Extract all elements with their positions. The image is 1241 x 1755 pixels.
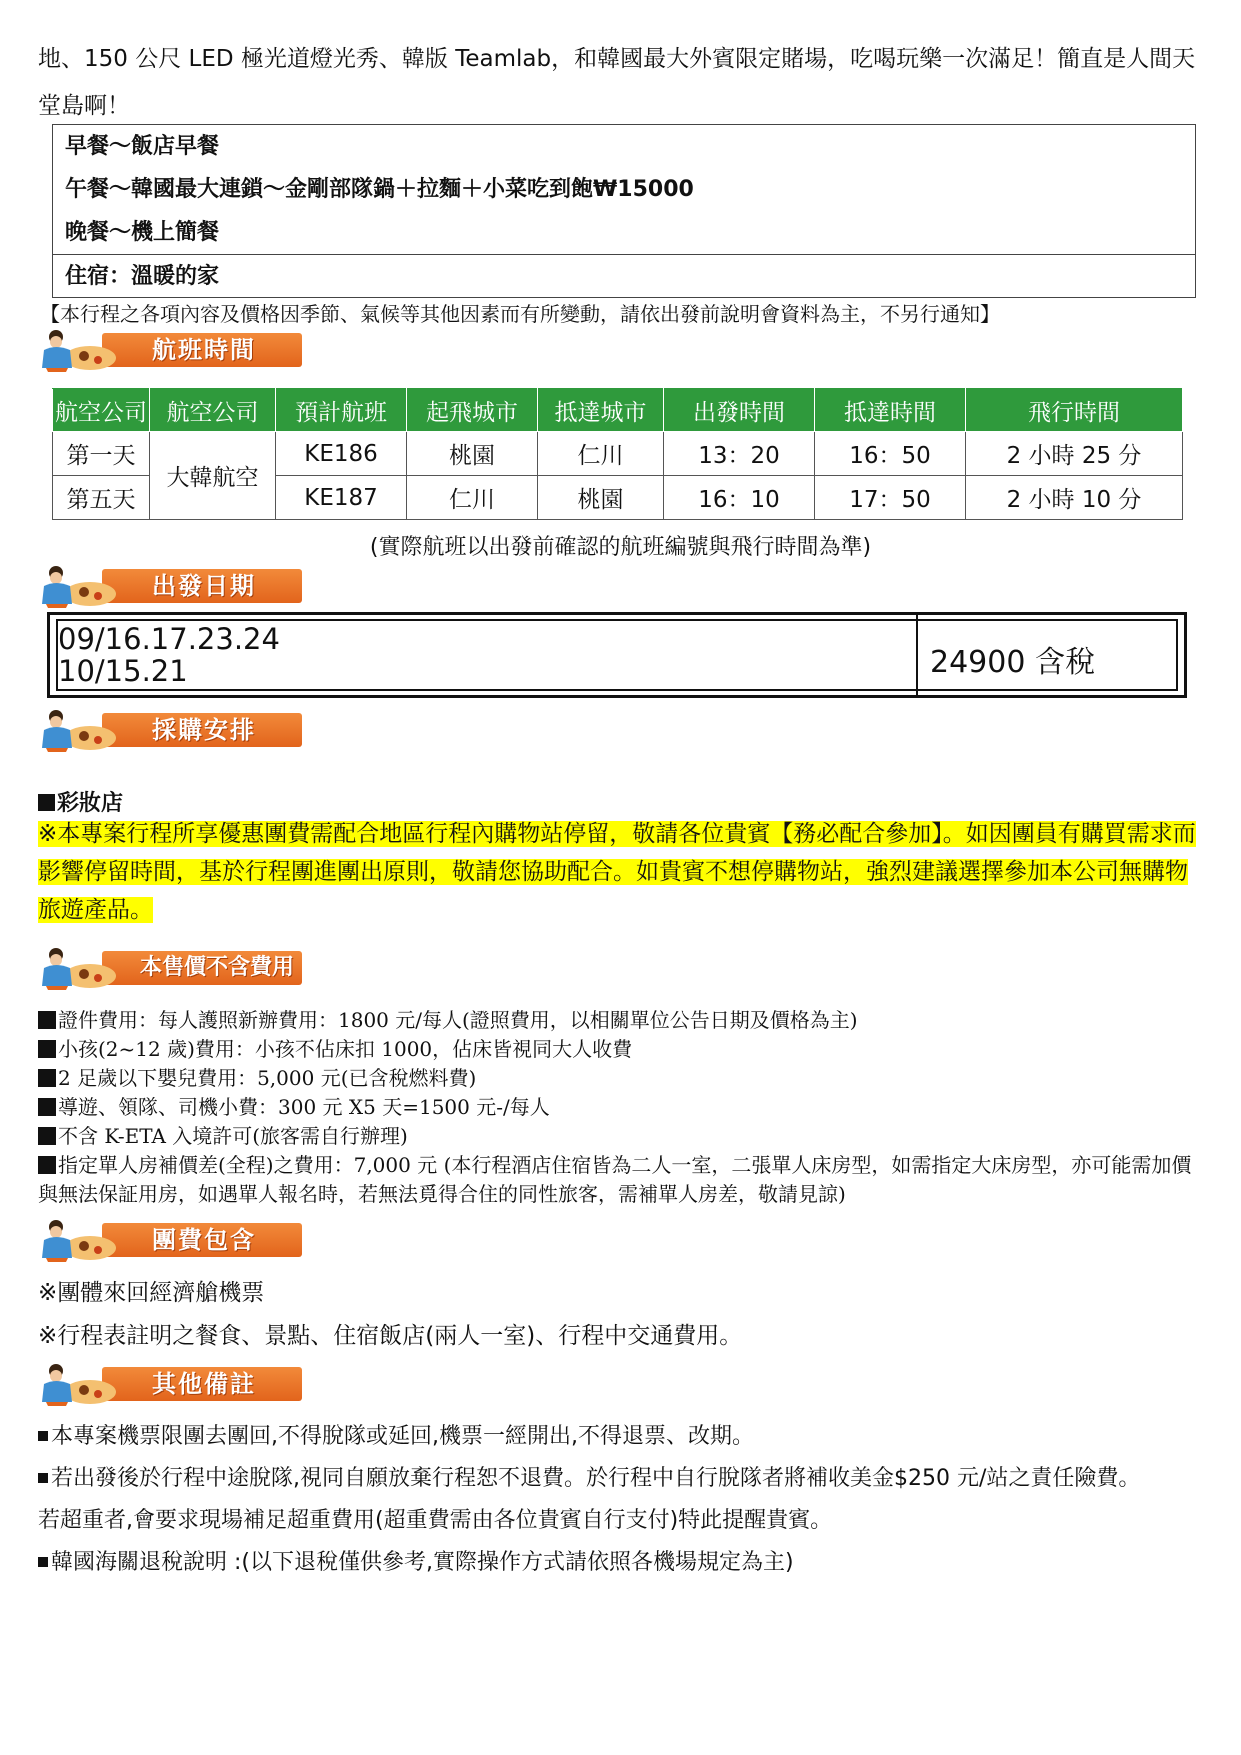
cell-airline: 大韓航空	[150, 432, 276, 520]
banner-label: 出發日期	[102, 569, 302, 603]
cell-arr: 16：50	[815, 432, 966, 476]
banner-excluded	[38, 946, 295, 990]
traveler-icon	[38, 564, 118, 608]
square-bullet-icon	[38, 794, 55, 811]
list-item: 若出發後於行程中途脫隊,視同自願放棄行程恕不退費。於行程中自行脫隊者將補收美金$250 元/站之責任險費。	[38, 1458, 1208, 1500]
list-item: 指定單人房補價差(全程)之費用：7,000 元 (本行程酒店住宿皆為二人一室，二張單人床房型，如需指定大床房型，亦可能需加價與無法保証用房，如遇單人報名時，若無法覓得合住的同性旅客，需補單人房差，敬請見諒)	[38, 1153, 1192, 1206]
list-item: 若超重者,會要求現場補足超重費用(超重費需由各位貴賓自行支付)特此提醒貴賓。	[38, 1508, 833, 1533]
excluded-list	[38, 1006, 1208, 1209]
th-from: 起飛城市	[407, 389, 538, 432]
square-bullet-icon	[38, 1040, 56, 1058]
departure-dates	[58, 623, 280, 687]
list-item: 小孩(2~12 歲)費用：小孩不佔床扣 1000，佔床皆視同大人收費	[38, 1035, 1208, 1064]
cell-day: 第一天	[53, 432, 150, 476]
list-item: 證件費用：每人護照新辦費用：1800 元/每人(證照費用，以相關單位公告日期及價格為主)	[38, 1006, 1208, 1035]
square-bullet-icon	[38, 1557, 48, 1567]
square-bullet-icon	[38, 1431, 48, 1441]
traveler-icon	[38, 1362, 118, 1406]
traveler-icon	[38, 328, 118, 372]
traveler-icon	[38, 946, 118, 990]
shopping-title: 彩妝店	[38, 786, 123, 817]
th-airline: 航空公司	[53, 389, 150, 432]
banner-label: 團費包含	[102, 1223, 302, 1257]
cell-dep: 13：20	[664, 432, 815, 476]
th-dep: 出發時間	[664, 389, 815, 432]
square-bullet-icon	[38, 1473, 48, 1483]
price: 24900 含稅	[930, 645, 1095, 680]
cell-flight: KE186	[276, 432, 407, 476]
change-notice: 【本行程之各項內容及價格因季節、氣候等其他因素而有所變動，請依出發前說明會資料為主，不另行通知】	[40, 302, 1000, 326]
square-bullet-icon	[38, 1127, 56, 1145]
square-bullet-icon	[38, 1156, 56, 1174]
meals-box	[52, 124, 1196, 298]
list-item: 導遊、領隊、司機小費：300 元 X5 天=1500 元-/每人	[38, 1093, 1208, 1122]
th-flight: 預計航班	[276, 389, 407, 432]
traveler-icon	[38, 708, 118, 752]
shopping-notice: ※本專案行程所享優惠團費需配合地區行程內購物站停留，敬請各位貴賓【務必配合參加】。如因團員有購買需求而影響停留時間，基於行程團進團出原則，敬請您協助配合。如貴賓不想停購物站，強烈建議選擇參加本公司無購物旅遊產品。	[38, 821, 1196, 923]
banner-label: 航班時間	[102, 333, 302, 367]
other-notes	[38, 1416, 1208, 1584]
flight-table	[52, 388, 1183, 520]
banner-other	[38, 1362, 266, 1406]
banner-label: 採購安排	[102, 713, 302, 747]
th-to: 抵達城市	[538, 389, 664, 432]
intro-text: 地、150 公尺 LED 極光道燈光秀、韓版 Teamlab，和韓國最大外賓限定賭場，吃喝玩樂一次滿足！簡直是人間天堂島啊！	[38, 46, 1196, 119]
flight-header-row	[53, 389, 1183, 432]
meal-lunch: 午餐～韓國最大連鎖～金剛部隊鍋＋拉麵＋小菜吃到飽₩15000	[65, 177, 694, 202]
departure-box	[47, 612, 1187, 698]
square-bullet-icon	[38, 1098, 56, 1116]
square-bullet-icon	[38, 1011, 56, 1029]
accommodation: 住宿：溫暖的家	[53, 254, 1195, 297]
meal-dinner: 晚餐～機上簡餐	[65, 220, 220, 245]
cell-dep: 16：10	[664, 476, 815, 520]
cell-to: 仁川	[538, 432, 664, 476]
list-item: 本專案機票限團去團回,不得脫隊或延回,機票一經開出,不得退票、改期。	[38, 1416, 1208, 1458]
banner-date	[38, 564, 266, 608]
cell-dur: 2 小時 25 分	[966, 432, 1183, 476]
table-row	[53, 432, 1183, 476]
th-arr: 抵達時間	[815, 389, 966, 432]
th-airline-2: 航空公司	[150, 389, 276, 432]
cell-to: 桃園	[538, 476, 664, 520]
cell-from: 仁川	[407, 476, 538, 520]
cell-flight: KE187	[276, 476, 407, 520]
th-dur: 飛行時間	[966, 389, 1183, 432]
list-item: 韓國海關退稅說明 :(以下退稅僅供參考,實際操作方式請依照各機場規定為主)	[38, 1542, 1208, 1584]
banner-label: 其他備註	[102, 1367, 302, 1401]
included-list	[38, 1272, 1208, 1358]
dates-line-2: 10/15.21	[58, 654, 188, 688]
flight-note: (實際航班以出發前確認的航班編號與飛行時間為準)	[369, 535, 872, 560]
dates-line-1: 09/16.17.23.24	[58, 622, 280, 656]
cell-arr: 17：50	[815, 476, 966, 520]
cell-dur: 2 小時 10 分	[966, 476, 1183, 520]
banner-shopping	[38, 708, 266, 752]
list-item: ※行程表註明之餐食、景點、住宿飯店(兩人一室)、行程中交通費用。	[38, 1323, 743, 1349]
meal-breakfast: 早餐～飯店早餐	[65, 134, 220, 159]
list-item: 不含 K-ETA 入境許可(旅客需自行辦理)	[38, 1122, 1208, 1151]
traveler-icon	[38, 1218, 118, 1262]
banner-label: 本售價不含費用	[102, 951, 302, 985]
list-item: 2 足歲以下嬰兒費用：5,000 元(已含稅燃料費)	[38, 1064, 1208, 1093]
cell-day: 第五天	[53, 476, 150, 520]
square-bullet-icon	[38, 1069, 56, 1087]
banner-flight	[38, 328, 266, 372]
list-item: ※團體來回經濟艙機票	[38, 1280, 265, 1306]
banner-included	[38, 1218, 266, 1262]
cell-from: 桃園	[407, 432, 538, 476]
